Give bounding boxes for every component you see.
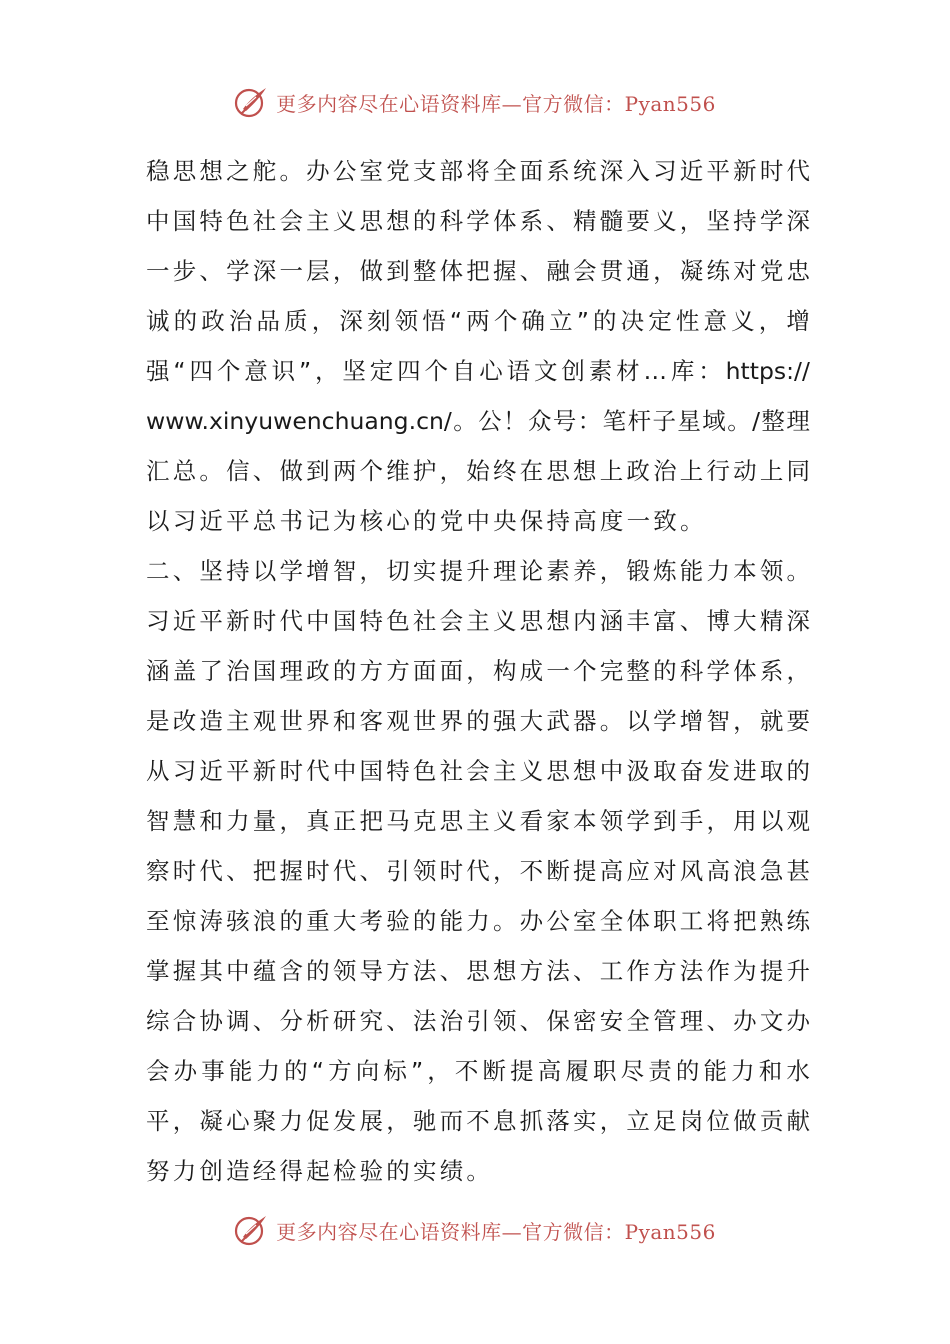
body-line: 以习近平总书记为核心的党中央保持高度一致。 <box>146 507 707 535</box>
body-line: 平 ， 凝 心 聚 力 促 发 展 ， 驰 而 不 息 抓 落 实 ， 立 足 岗 位 做 贡 献 <box>146 1107 810 1135</box>
body-line: 是 改 造 主 观 世 界 和 客 观 世 界 的 强 大 武 器 。 以 学 增 智 ， 就 要 <box>146 707 810 735</box>
body-line: 二 、 坚 持 以 学 增 智 ， 切 实 提 升 理 论 素 养 ， 锻 炼 能 力 本 领 。 <box>146 557 810 585</box>
quill-logo-icon <box>234 1212 270 1248</box>
footer-banner <box>0 1210 950 1250</box>
body-line: 汇 总 。 信 、 做 到 两 个 维 护 ， 始 终 在 思 想 上 政 治 上 行 动 上 同 <box>146 457 810 485</box>
body-line: 智 慧 和 力 量 ， 真 正 把 马 克 思 主 义 看 家 本 领 学 到 手 ， 用 以 观 <box>146 807 810 835</box>
body-line: www.xinyuwenchuang.cn/ 。 公 ！ 众 号 ： 笔 杆 子 星 域 。 / 整 理 <box>146 407 810 435</box>
body-line: 强 “ 四 个 意 识 ” ， 坚 定 四 个 自 心 语 文 创 素 材 … 库 ： https:// <box>146 357 810 385</box>
body-line: 稳 思 想 之 舵 。 办 公 室 党 支 部 将 全 面 系 统 深 入 习 近 平 新 时 代 <box>146 157 810 185</box>
body-line: 努力创造经得起检验的实绩。 <box>146 1157 494 1185</box>
document-body <box>146 146 810 1196</box>
body-line: 掌 握 其 中 蕴 含 的 领 导 方 法 、 思 想 方 法 、 工 作 方 法 作 为 提 升 <box>146 957 810 985</box>
body-line: 会 办 事 能 力 的 “ 方 向 标 ” ， 不 断 提 高 履 职 尽 责 的 能 力 和 水 <box>146 1057 810 1085</box>
body-line: 至 惊 涛 骇 浪 的 重 大 考 验 的 能 力 。 办 公 室 全 体 职 工 将 把 熟 练 <box>146 907 810 935</box>
body-line: 中 国 特 色 社 会 主 义 思 想 的 科 学 体 系 、 精 髓 要 义 ， 坚 持 学 深 <box>146 207 810 235</box>
body-line: 涵 盖 了 治 国 理 政 的 方 方 面 面 ， 构 成 一 个 完 整 的 科 学 体 系 ， <box>146 657 810 685</box>
body-line: 一 步 、 学 深 一 层 ， 做 到 整 体 把 握 、 融 会 贯 通 ， 凝 练 对 党 忠 <box>146 257 810 285</box>
body-line: 习 近 平 新 时 代 中 国 特 色 社 会 主 义 思 想 内 涵 丰 富 、 博 大 精 深 <box>146 607 810 635</box>
header-banner-text: 更多内容尽在心语资料库—官方微信：Pyan556 <box>276 91 716 116</box>
footer-banner-text: 更多内容尽在心语资料库—官方微信：Pyan556 <box>276 1219 716 1244</box>
body-line: 综 合 协 调 、 分 析 研 究 、 法 治 引 领 、 保 密 安 全 管 理 、 办 文 办 <box>146 1007 810 1035</box>
body-line: 从 习 近 平 新 时 代 中 国 特 色 社 会 主 义 思 想 中 汲 取 奋 发 进 取 的 <box>146 757 810 785</box>
header-banner <box>0 82 950 122</box>
body-line: 察 时 代 、 把 握 时 代 、 引 领 时 代 ， 不 断 提 高 应 对 风 高 浪 急 甚 <box>146 857 810 885</box>
body-line: 诚 的 政 治 品 质 ， 深 刻 领 悟 “ 两 个 确 立 ” 的 决 定 性 意 义 ， 增 <box>146 307 810 335</box>
quill-logo-icon <box>234 84 270 120</box>
